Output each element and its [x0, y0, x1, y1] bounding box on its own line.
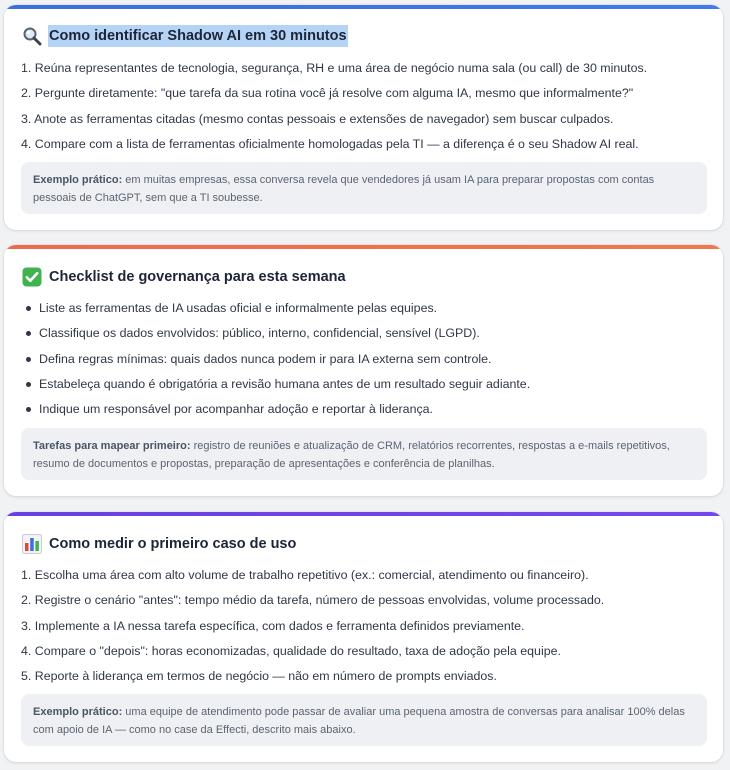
example-note [21, 694, 707, 746]
card-header [21, 23, 348, 49]
list-item: Anote as ferramentas citadas (mesmo contas pessoais e extensões de navegador) sem buscar culpados. [34, 111, 614, 126]
note-label: Exemplo prático: [33, 174, 123, 186]
list-item: Estabeleça quando é obrigatória a revisão humana antes de um resultado seguir adiante. [21, 376, 707, 401]
note-label: Exemplo prático: [33, 706, 123, 718]
list-item: Reúna representantes de tecnologia, segurança, RH e uma área de negócio numa sala (ou call) de 30 minutos. [34, 61, 648, 75]
list-item: Indique um responsável por acompanhar adoção e reportar à liderança. [21, 401, 707, 426]
list-item: Liste as ferramentas de IA usadas oficial e informalmente pelas equipes. [21, 300, 707, 325]
list-item: Compare com a lista de ferramentas oficialmente homologadas pela TI — a diferença é o seu Shadow AI real. [34, 136, 639, 151]
card-shadow-ai [4, 5, 723, 230]
list-item: Escolha uma área com alto volume de trabalho repetitivo (ex.: comercial, atendimento ou financeiro). [34, 568, 589, 582]
note-label: Tarefas para mapear primeiro: [33, 440, 191, 452]
check-box-icon [21, 267, 42, 288]
steps-list [21, 567, 707, 693]
list-item: Defina regras mínimas: quais dados nunca podem ir para IA externa sem controle. [21, 351, 707, 376]
card-header [21, 531, 297, 557]
card-measure-use-case [4, 512, 723, 762]
list-item: Pergunte diretamente: "que tarefa da sua rotina você já resolve com alguma IA, mesmo que informalmente?" [34, 86, 634, 101]
card-governance-checklist [4, 245, 723, 496]
tasks-note [21, 428, 707, 480]
list-item: Compare o "depois": horas economizadas, qualidade do resultado, taxa de adoção pela equipe. [34, 643, 561, 658]
card-header [21, 264, 347, 290]
list-item: Classifique os dados envolvidos: público, interno, confidencial, sensível (LGPD). [21, 325, 707, 350]
list-item: Reporte à liderança em termos de negócio — não em número de prompts enviados. [34, 669, 497, 684]
card-accent-bar [4, 5, 723, 9]
section-title: Como medir o primeiro caso de uso [49, 536, 297, 552]
list-item: Registre o cenário "antes": tempo médio da tarefa, número de pessoas envolvidas, volume processado. [34, 593, 605, 608]
card-accent-bar [4, 245, 723, 249]
card-accent-bar [4, 512, 723, 516]
steps-list [21, 60, 707, 161]
section-title: Checklist de governança para esta semana [49, 269, 346, 285]
example-note [21, 162, 707, 214]
note-text: em muitas empresas, essa conversa revela que vendedores já usam IA para preparar propostas com contas pessoais de ChatGPT, sem que a TI soubesse. [33, 174, 655, 204]
magnifier-icon [21, 26, 42, 47]
note-text: uma equipe de atendimento pode passar de avaliar uma pequena amostra de conversas para analisar 100% delas com apoio de IA — como no case da Effecti, descrito mais abaixo. [33, 706, 685, 736]
bar-chart-icon [21, 534, 42, 555]
list-item: Implemente a IA nessa tarefa específica, com dados e ferramenta definidos previamente. [34, 618, 525, 633]
section-title: Como identificar Shadow AI em 30 minutos [48, 25, 348, 47]
note-text: registro de reuniões e atualização de CRM, relatórios recorrentes, respostas a e-mails repetitivos, resumo de documentos e propostas, preparação de apresentações e conferência de planilhas. [33, 440, 670, 470]
checklist [21, 300, 707, 426]
